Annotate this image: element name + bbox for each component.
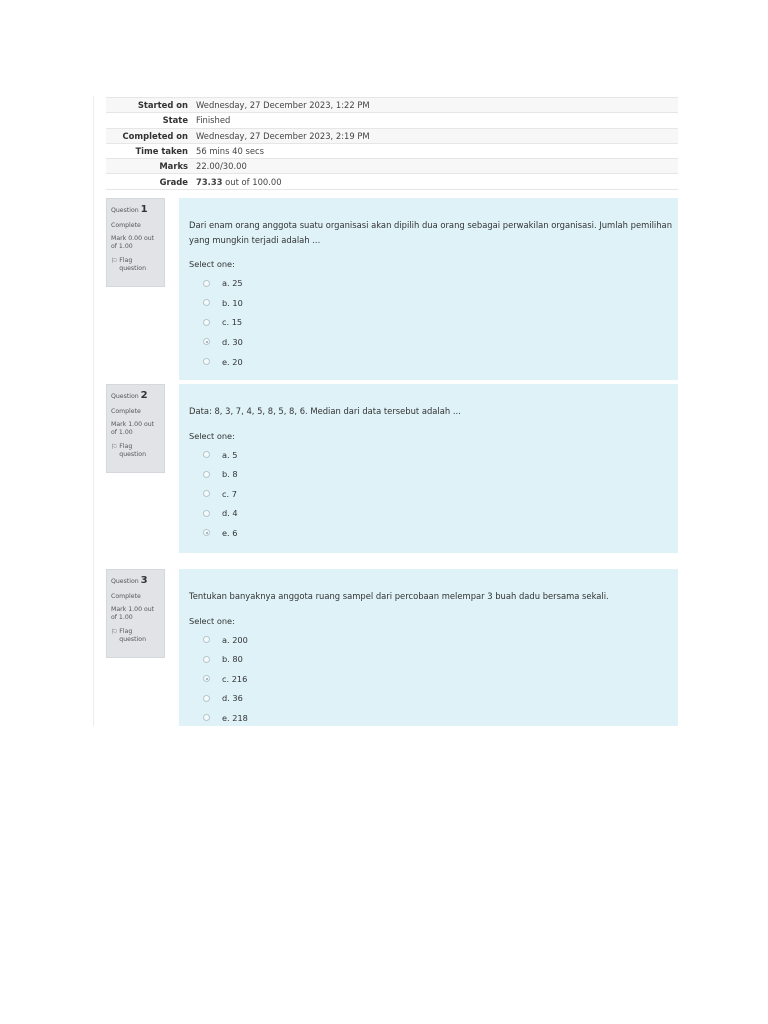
radio-button[interactable] (203, 280, 210, 287)
flag-question-link[interactable]: ⚐ Flag question (111, 442, 147, 458)
answer-option[interactable]: c. 216 (189, 669, 672, 689)
radio-button[interactable] (203, 636, 210, 643)
answer-options (189, 273, 672, 371)
summary-label: State (106, 113, 192, 128)
question-1-content (179, 198, 678, 380)
summary-label: Completed on (106, 128, 192, 143)
radio-button-selected[interactable] (203, 529, 210, 536)
summary-row-state (106, 113, 678, 128)
summary-row-grade (106, 174, 678, 189)
summary-label: Marks (106, 159, 192, 174)
question-status: Complete (111, 592, 141, 600)
question-text: Data: 8, 3, 7, 4, 5, 8, 5, 8, 6. Median dari data tersebut adalah ... (189, 406, 461, 416)
grade-score: 73.33 (196, 176, 223, 187)
radio-button[interactable] (203, 319, 210, 326)
answer-option[interactable]: e. 218 (189, 708, 672, 728)
summary-value (192, 174, 678, 189)
answer-option[interactable]: b. 8 (189, 464, 672, 484)
answer-options (189, 445, 672, 543)
answer-option[interactable]: b. 10 (189, 293, 672, 313)
answer-option[interactable]: c. 7 (189, 484, 672, 504)
question-3-info (106, 569, 165, 658)
attempt-summary-table (106, 97, 678, 190)
summary-value: 56 mins 40 secs (192, 143, 678, 158)
flag-question-link[interactable]: ⚐ Flag question (111, 627, 147, 643)
radio-button[interactable] (203, 451, 210, 458)
answer-option[interactable]: a. 200 (189, 630, 672, 650)
summary-row-time-taken (106, 143, 678, 158)
question-number: Question 1 (111, 204, 148, 215)
question-2-content (179, 384, 678, 553)
radio-button[interactable] (203, 656, 210, 663)
summary-value: 22.00/30.00 (192, 159, 678, 174)
grade-out-of: out of 100.00 (222, 176, 282, 187)
answer-option[interactable]: c. 15 (189, 313, 672, 333)
page-left-border (93, 96, 94, 726)
summary-value: Wednesday, 27 December 2023, 2:19 PM (192, 128, 678, 143)
question-3-content (179, 569, 678, 726)
question-2-info (106, 384, 165, 473)
question-status: Complete (111, 407, 141, 415)
flag-icon: ⚐ (111, 256, 118, 265)
question-number: Question 2 (111, 390, 148, 401)
summary-row-started (106, 98, 678, 113)
radio-button[interactable] (203, 510, 210, 517)
answer-option[interactable]: d. 36 (189, 688, 672, 708)
radio-button[interactable] (203, 695, 210, 702)
summary-label: Time taken (106, 143, 192, 158)
radio-button[interactable] (203, 714, 210, 721)
question-mark: Mark 1.00 out of 1.00 (111, 420, 155, 437)
question-text: Tentukan banyaknya anggota ruang sampel dari percobaan melempar 3 buah dadu bersama sekali. (189, 591, 609, 601)
question-text: Dari enam orang anggota suatu organisasi akan dipilih dua orang sebagai perwakilan organisasi. Jumlah pemilihan yang mungkin terjadi adalah ... (189, 220, 672, 245)
answer-options (189, 630, 672, 728)
summary-row-marks (106, 159, 678, 174)
flag-icon: ⚐ (111, 442, 118, 451)
answer-option[interactable]: d. 4 (189, 503, 672, 523)
radio-button[interactable] (203, 471, 210, 478)
radio-button[interactable] (203, 490, 210, 497)
flag-icon: ⚐ (111, 627, 118, 636)
answer-option[interactable]: a. 5 (189, 445, 672, 465)
radio-button[interactable] (203, 299, 210, 306)
question-mark: Mark 1.00 out of 1.00 (111, 605, 155, 622)
question-mark: Mark 0.00 out of 1.00 (111, 234, 155, 251)
summary-label: Started on (106, 98, 192, 113)
answer-option[interactable]: e. 20 (189, 352, 672, 372)
question-status: Complete (111, 221, 141, 229)
select-one-label: Select one: (189, 430, 235, 441)
summary-value: Wednesday, 27 December 2023, 1:22 PM (192, 98, 678, 113)
question-1-info (106, 198, 165, 287)
radio-button-selected[interactable] (203, 675, 210, 682)
answer-option[interactable]: e. 6 (189, 523, 672, 543)
summary-row-completed (106, 128, 678, 143)
question-number: Question 3 (111, 575, 148, 586)
summary-label: Grade (106, 174, 192, 189)
radio-button[interactable] (203, 358, 210, 365)
answer-option[interactable]: b. 80 (189, 649, 672, 669)
radio-button-selected[interactable] (203, 338, 210, 345)
answer-option[interactable]: a. 25 (189, 273, 672, 293)
select-one-label: Select one: (189, 615, 235, 626)
flag-question-link[interactable]: ⚐ Flag question (111, 256, 147, 272)
summary-value: Finished (192, 113, 678, 128)
select-one-label: Select one: (189, 259, 235, 270)
answer-option[interactable]: d. 30 (189, 332, 672, 352)
